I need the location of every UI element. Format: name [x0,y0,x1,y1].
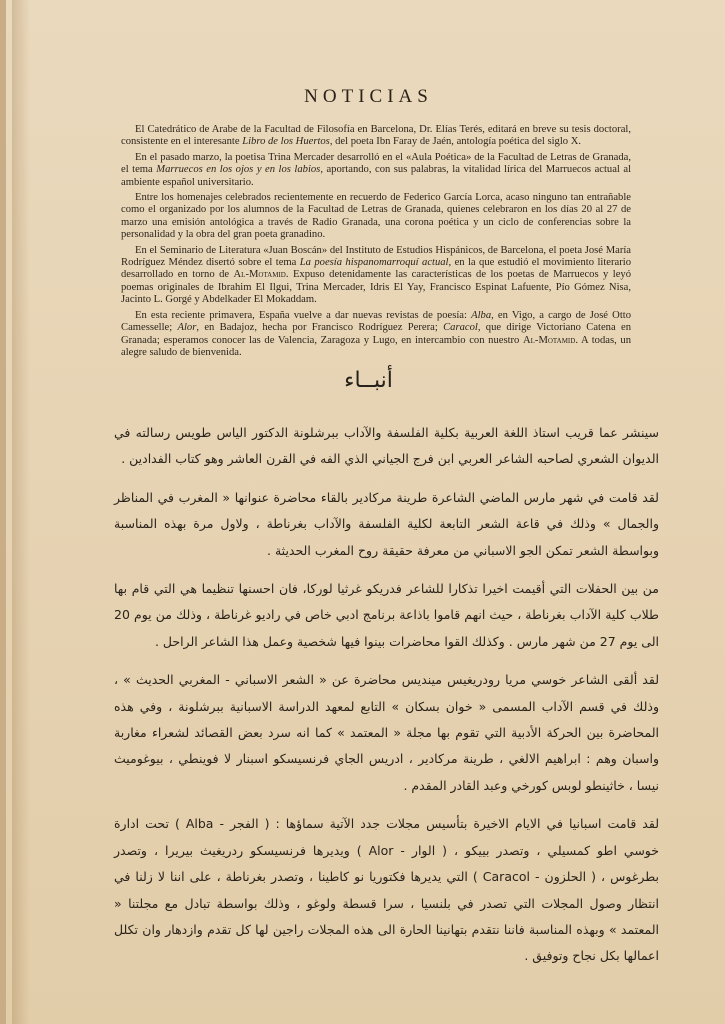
page-title: NOTICIAS [304,86,433,107]
spanish-paragraph-4: En el Seminario de Literatura «Juan Boscán» del Instituto de Estudios Hispánicos, de Barcelona, el poeta José María Rodríguez Méndez disertó sobre el tema La poesía hispanomarroquí actual, en la que estudió el movimiento literario desarrollado en torno de Al-Motamid. Expuso detenidamente las características de los poetas de Marruecos y leyó poemas originales de Ibrahim El Ilgui, Trina Mercader, Idris El Yay, Francisco Espinat Lafuente, Pío Gómez Nisa, Jacinto L. Gorgé y Abdelkader El Mokaddam. [121,244,631,306]
arabic-news-section [114,420,659,982]
spanish-paragraph-2: En el pasado marzo, la poetisa Trina Mercader desarrolló en el «Aula Poética» de la Facultad de Letras de Granada, el tema Marruecos en los ojos y en los labios, aportando, con sus palabras, la vitalidad lírica del Marruecos actual al ambiente español universitario. [121,151,632,188]
spanish-paragraph-5: En esta reciente primavera, España vuelve a dar nuevas revistas de poesía: Alba, en Vigo, a cargo de José Otto Camesselle; Alor, en Badajoz, hecha por Francisco Rodríguez Perera; Caracol, que dirige Victoriano Catena en Granada; esperamos conocer las de Valencia, Zaragoza y Lugo, en intercambio con nuestro Al-Motamid. A todas, un alegre saludo de bienvenida. [121,309,632,358]
binding-shadow [12,0,30,1024]
arabic-paragraph-5: لقد قامت اسبانيا في الايام الاخيرة بتأسيس مجلات جدد الآتية سماؤها : ( الفجر - Alba ) تحت ادارة خوسي اطو كمسيلي ، وتصدر بييكو ، ( الوار - Alor ) ويديرها فرنسيسكو ردريغيث بيريرا ، وتصدر بطرغوس ، ( الحلزون - Caracol ) التي يديرها فكتوريا نو كاطينا ، وتصدر بغرناطة ، على اننا لا زلنا في انتظار وصول المجلات التي تصدر في بلنسيا ، سرا قسطة ولوغو ، وذلك بواسطة تبادل مع مجلتنا « المعتمد » وبهذه المناسبة فاننا نتقدم بتهانينا الحارة الى هذه المجلات راجين لها كل تقدم وازدهار وان تكلل اعمالها بكل نجاح وتوفيق . [114,816,660,964]
spanish-paragraph-3: Entre los homenajes celebrados recientemente en recuerdo de Federico García Lorca, acaso ninguno tan entrañable como el organizado por los alumnos de la Facultad de Letras de Granada, quienes celebraron en los días 20 al 27 de marzo una emisión antológica a través de Radio Granada, una corona poética y un ciclo de conferencias sobre la personalidad y la obra del gran poeta granadino. [121,192,631,241]
spanish-news-section [121,124,631,362]
arabic-paragraph-3: من بين الحفلات التي أقيمت اخيرا تذكارا للشاعر فدريكو غرثيا لوركا، فان احسنها تنظيما هي التي قام بها طلاب كلية الآداب بغرناطة ، حيث انهم قاموا باذاعة برنامج ادبي خاص في راديو غرناطة ، وذلك من يوم 20 الى يوم 27 من شهر مارس . وكذلك القوا محاضرات بينوا فيها شخصية وعمل هذا الشاعر الراحل . [114,581,659,649]
magazine-name: Alor [177,322,197,334]
arabic-paragraph-1: سينشر عما قريب استاذ اللغة العربية بكلية الفلسفة والآداب ببرشلونة الدكتور الياس طويس رسالته في الديوان الشعري لصاحبه الشاعر العربي ابن فرج الجياني الذي الفه في القرن العاشر وهو كتاب الفدادين . [114,425,659,467]
magazine-name: Caracol [443,322,478,334]
spanish-paragraph-1: El Catedrático de Arabe de la Facultad de Filosofía en Barcelona, Dr. Elías Terés, editará en breve su tesis doctoral, consistente en el interesante Libro de los Huertos, del poeta Ibn Faray de Jaén, antología poética del siglo X. [121,124,631,148]
magazine-name: Alba [471,309,492,321]
arabic-paragraph-4: لقد ألقى الشاعر خوسي مريا رودريغيس مينديس محاضرة عن « الشعر الاسباني - المغربي الحديث » ، وذلك في قسم الآداب المسمى « خوان بسكان » التابع لمعهد الدراسة الاسبانية ببرشلونة ، وفي هذه المحاضرة بين الحركة الأدبية التي تقوم بها مجلة « المعتمد » كما انه سرد بعض القصائد لشعراء مغاربة واسبان وهم : ابراهيم الالغي ، طرينة مركادير ، ادريس الجاي فرنسيسكو اسبنار لا فوينطي ، بيوغوميث نيسا ، خاثينطو لوبس كورخي وعبد القادر المقدم . [114,672,659,793]
arabic-title: أنبــاء [344,368,393,393]
arabic-paragraph-2: لقد قامت في شهر مارس الماضي الشاعرة طرينة مركادير بالقاء محاضرة عنوانها « المغرب في المناظر والجمال » وذلك في قاعة الشعر التابعة لكلية الفلسفة والآداب بغرناطة ، ولاول مرة بهذه المناسبة وبواسطة الشعر تمكن الجو الاسباني من معرفة حقيقة روح المغرب الحديثة . [114,489,659,558]
lecture-title: Marruecos en los ojos y en los labios [156,164,321,176]
lecture-title: La poesía hispanomarroquí actual [299,257,449,269]
book-title: Libro de los Huertos [242,136,330,148]
magazine-name: Al-Motamid [523,334,576,346]
magazine-name: Al-Motamid [233,269,286,281]
